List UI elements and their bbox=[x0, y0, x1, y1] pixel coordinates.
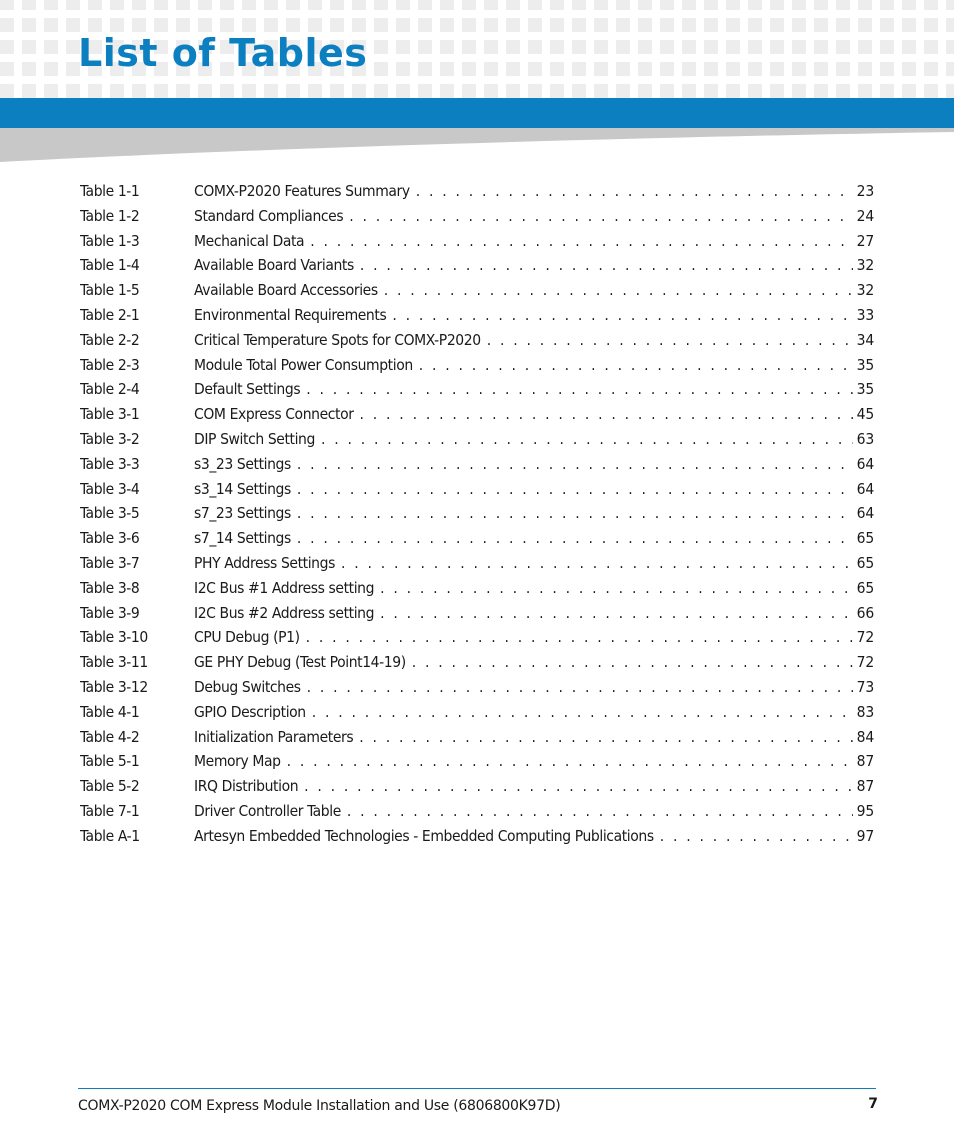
toc-entry-page: 72 bbox=[856, 628, 874, 647]
toc-entry[interactable] bbox=[80, 653, 874, 678]
toc-entry-leader bbox=[412, 653, 853, 671]
toc-entry-leader bbox=[360, 405, 853, 423]
toc-entry-leader bbox=[297, 480, 853, 498]
toc-entry-page: 34 bbox=[856, 330, 874, 349]
toc-entry-number: Table A-1 bbox=[80, 826, 140, 845]
toc-entry-title: Artesyn Embedded Technologies - Embedded Computing Publications bbox=[194, 826, 654, 845]
toc-entry-number: Table 3-6 bbox=[80, 529, 140, 548]
toc-entry-leader bbox=[297, 455, 853, 473]
toc-entry-title: COMX-P2020 Features Summary bbox=[194, 182, 410, 200]
toc-entry[interactable] bbox=[80, 405, 874, 430]
toc-entry-title: Driver Controller Table bbox=[194, 801, 341, 820]
toc-entry-page: 65 bbox=[856, 553, 874, 572]
footer-document-title: COMX-P2020 COM Express Module Installation and Use (6806800K97D) bbox=[78, 1098, 561, 1114]
toc-entry-number: Table 3-9 bbox=[80, 603, 140, 622]
toc-entry-leader bbox=[359, 728, 852, 746]
toc-entry-title: Available Board Accessories bbox=[194, 281, 378, 300]
toc-entry-title: Mechanical Data bbox=[194, 231, 305, 250]
toc-entry-title: GE PHY Debug (Test Point14-19) bbox=[194, 653, 406, 672]
toc-entry[interactable] bbox=[80, 207, 874, 232]
toc-entry-number: Table 2-1 bbox=[80, 305, 140, 324]
footer-page-number: 7 bbox=[868, 1096, 878, 1112]
toc-entry-title: s7_14 Settings bbox=[194, 529, 291, 548]
toc-entry[interactable] bbox=[80, 504, 874, 529]
toc-entry-page: 87 bbox=[856, 752, 874, 771]
toc-entry-page: 35 bbox=[856, 380, 874, 399]
toc-entry-number: Table 4-2 bbox=[80, 727, 140, 746]
toc-entry-leader bbox=[310, 232, 852, 250]
toc-entry-number: Table 3-8 bbox=[80, 578, 140, 597]
toc-entry[interactable] bbox=[80, 752, 874, 777]
toc-entry[interactable] bbox=[80, 554, 874, 579]
toc-entry-number: Table 1-2 bbox=[80, 206, 140, 225]
toc-entry-number: Table 4-1 bbox=[80, 702, 140, 721]
page-title: List of Tables bbox=[78, 31, 368, 75]
toc-entry-title: Environmental Requirements bbox=[194, 305, 387, 324]
toc-entry[interactable] bbox=[80, 380, 874, 405]
toc-entry-number: Table 3-4 bbox=[80, 479, 140, 498]
toc-entry[interactable] bbox=[80, 182, 874, 207]
toc-entry[interactable] bbox=[80, 455, 874, 480]
toc-entry-leader bbox=[349, 207, 852, 225]
toc-entry[interactable] bbox=[80, 827, 874, 852]
toc-entry-leader bbox=[341, 554, 853, 572]
toc-entry-leader bbox=[312, 703, 853, 721]
toc-entry-number: Table 3-12 bbox=[80, 677, 148, 696]
toc-entry-title: Module Total Power Consumption bbox=[194, 355, 413, 374]
toc-entry-leader bbox=[360, 256, 853, 274]
toc-entry-page: 32 bbox=[856, 256, 874, 275]
toc-entry-page: 24 bbox=[856, 206, 874, 225]
toc-entry-leader bbox=[306, 380, 852, 398]
toc-entry[interactable] bbox=[80, 529, 874, 554]
toc-entry-title: DIP Switch Setting bbox=[194, 429, 315, 448]
toc-entry-title: s3_14 Settings bbox=[194, 479, 291, 498]
toc-entry-title: Debug Switches bbox=[194, 677, 301, 696]
toc-entry[interactable] bbox=[80, 728, 874, 753]
toc-entry-page: 45 bbox=[856, 405, 874, 424]
toc-entry-leader bbox=[307, 678, 853, 696]
toc-entry-title: CPU Debug (P1) bbox=[194, 628, 300, 647]
toc-entry-leader bbox=[487, 331, 853, 349]
toc-entry-page: 66 bbox=[856, 603, 874, 622]
toc-entry-leader bbox=[297, 504, 853, 522]
toc-entry-leader bbox=[416, 182, 853, 200]
toc-entry-title: Available Board Variants bbox=[194, 256, 354, 275]
toc-entry-number: Table 3-2 bbox=[80, 429, 140, 448]
toc-entry-page: 27 bbox=[856, 231, 874, 250]
toc-entry-title: COM Express Connector bbox=[194, 405, 354, 424]
toc-entry-leader bbox=[380, 604, 853, 622]
toc-entry-number: Table 3-1 bbox=[80, 405, 140, 424]
toc-entry[interactable] bbox=[80, 232, 874, 257]
footer-rule bbox=[78, 1088, 876, 1089]
toc-entry-number: Table 2-3 bbox=[80, 355, 140, 374]
toc-entry[interactable] bbox=[80, 628, 874, 653]
toc-entry-leader bbox=[347, 802, 853, 820]
toc-entry-number: Table 3-11 bbox=[80, 653, 148, 672]
toc-entry-number: Table 2-4 bbox=[80, 380, 140, 399]
toc-entry[interactable] bbox=[80, 678, 874, 703]
toc-entry-title: Standard Compliances bbox=[194, 206, 344, 225]
toc-entry-title: Critical Temperature Spots for COMX-P2020 bbox=[194, 330, 481, 349]
toc-entry-title: Default Settings bbox=[194, 380, 301, 399]
toc-entry-page: 32 bbox=[856, 281, 874, 300]
toc-entry-title: I2C Bus #1 Address setting bbox=[194, 578, 375, 597]
toc-entry-page: 84 bbox=[856, 727, 874, 746]
toc-entry-number: Table 3-3 bbox=[80, 454, 140, 473]
toc-entry-title: s3_23 Settings bbox=[194, 454, 291, 473]
toc-entry-number: Table 7-1 bbox=[80, 801, 140, 820]
toc-entry-leader bbox=[297, 529, 853, 547]
toc-entry[interactable] bbox=[80, 480, 874, 505]
toc-entry-page: 83 bbox=[856, 702, 874, 721]
toc-entry-title: PHY Address Settings bbox=[194, 553, 335, 572]
toc-entry-leader bbox=[287, 752, 853, 770]
toc-entry-page: 64 bbox=[856, 504, 874, 523]
toc-entry-title: Memory Map bbox=[194, 752, 281, 771]
toc-entry-title: Initialization Parameters bbox=[194, 727, 354, 746]
toc-entry-page: 65 bbox=[856, 529, 874, 548]
toc-entry-page: 97 bbox=[856, 826, 874, 845]
header-gray-swoosh bbox=[0, 128, 954, 164]
toc-entry-leader bbox=[304, 777, 853, 795]
toc-entry-number: Table 5-1 bbox=[80, 752, 140, 771]
toc-entry-title: IRQ Distribution bbox=[194, 777, 299, 796]
toc-entry[interactable] bbox=[80, 256, 874, 281]
toc-entry-page: 87 bbox=[856, 777, 874, 796]
toc-entry-page: 95 bbox=[856, 801, 874, 820]
list-of-tables bbox=[80, 182, 874, 852]
toc-entry-page: 72 bbox=[856, 653, 874, 672]
toc-entry[interactable] bbox=[80, 777, 874, 802]
toc-entry[interactable] bbox=[80, 802, 874, 827]
toc-entry-page: 73 bbox=[856, 677, 874, 696]
toc-entry-number: Table 1-3 bbox=[80, 231, 140, 250]
toc-entry-title: I2C Bus #2 Address setting bbox=[194, 603, 375, 622]
toc-entry-page: 23 bbox=[856, 182, 874, 200]
toc-entry[interactable] bbox=[80, 306, 874, 331]
toc-entry[interactable] bbox=[80, 579, 874, 604]
toc-entry-number: Table 1-5 bbox=[80, 281, 140, 300]
toc-entry-page: 65 bbox=[856, 578, 874, 597]
toc-entry[interactable] bbox=[80, 430, 874, 455]
toc-entry[interactable] bbox=[80, 281, 874, 306]
toc-entry-title: s7_23 Settings bbox=[194, 504, 291, 523]
toc-entry-leader bbox=[380, 579, 853, 597]
toc-entry-number: Table 1-1 bbox=[80, 182, 140, 200]
toc-entry[interactable] bbox=[80, 703, 874, 728]
toc-entry-leader bbox=[660, 827, 853, 845]
toc-entry-number: Table 3-7 bbox=[80, 553, 140, 572]
header-blue-band bbox=[0, 98, 954, 128]
toc-entry-page: 33 bbox=[856, 305, 874, 324]
toc-entry-leader bbox=[321, 430, 853, 448]
toc-entry-leader bbox=[392, 306, 852, 324]
toc-entry-page: 63 bbox=[856, 429, 874, 448]
toc-entry-number: Table 1-4 bbox=[80, 256, 140, 275]
toc-entry-page: 64 bbox=[856, 454, 874, 473]
toc-entry-leader bbox=[306, 628, 853, 646]
toc-entry-number: Table 5-2 bbox=[80, 777, 140, 796]
toc-entry-leader bbox=[419, 356, 853, 374]
toc-entry-page: 35 bbox=[856, 355, 874, 374]
toc-entry-number: Table 2-2 bbox=[80, 330, 140, 349]
toc-entry-number: Table 3-5 bbox=[80, 504, 140, 523]
toc-entry-page: 64 bbox=[856, 479, 874, 498]
toc-entry-title: GPIO Description bbox=[194, 702, 306, 721]
toc-entry-number: Table 3-10 bbox=[80, 628, 148, 647]
toc-entry-leader bbox=[384, 281, 853, 299]
toc-entry[interactable] bbox=[80, 356, 874, 381]
toc-entry[interactable] bbox=[80, 331, 874, 356]
toc-entry[interactable] bbox=[80, 604, 874, 629]
